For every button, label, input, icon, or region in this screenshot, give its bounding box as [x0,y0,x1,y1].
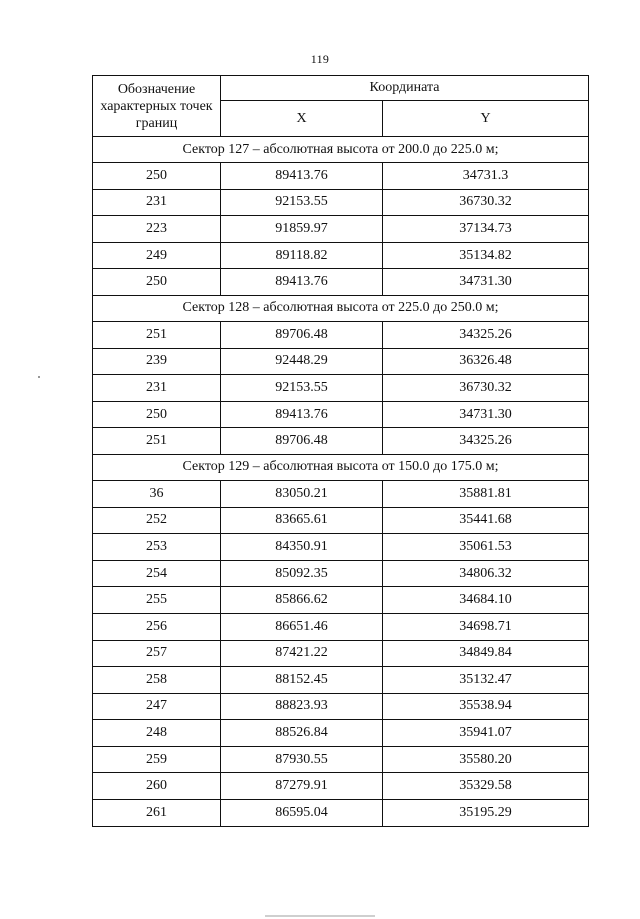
table-row [93,348,589,375]
point-id-cell: 257 [93,640,221,667]
table-row [93,321,589,348]
point-id-cell: 249 [93,242,221,269]
y-coordinate-cell: 35132.47 [383,667,589,694]
table-row [93,720,589,747]
sector-row [93,454,589,480]
x-coordinate-cell: 89413.76 [221,269,383,296]
sector-title: Сектор 128 – абсолютная высота от 225.0 до 250.0 м; [93,295,589,321]
table-row [93,428,589,455]
x-coordinate-cell: 89413.76 [221,401,383,428]
table-row [93,746,589,773]
point-id-cell: 252 [93,507,221,534]
table-row [93,640,589,667]
table-row [93,480,589,507]
table-row [93,375,589,402]
table-row [93,189,589,216]
y-coordinate-cell: 34684.10 [383,587,589,614]
x-coordinate-cell: 87930.55 [221,746,383,773]
y-header: Y [383,101,589,137]
y-coordinate-cell: 36730.32 [383,375,589,402]
x-coordinate-cell: 86595.04 [221,800,383,827]
point-id-cell: 260 [93,773,221,800]
table-row [93,216,589,243]
y-coordinate-cell: 35941.07 [383,720,589,747]
x-coordinate-cell: 88152.45 [221,667,383,694]
point-id-cell: 250 [93,163,221,190]
point-id-cell: 36 [93,480,221,507]
point-id-cell: 248 [93,720,221,747]
x-coordinate-cell: 88526.84 [221,720,383,747]
point-id-cell: 258 [93,667,221,694]
point-id-cell: 239 [93,348,221,375]
point-id-cell: 253 [93,534,221,561]
table-row [93,693,589,720]
x-coordinate-cell: 89706.48 [221,428,383,455]
table-row [93,401,589,428]
point-id-cell: 250 [93,269,221,296]
coordinate-header: Координата [221,76,589,101]
x-header: X [221,101,383,137]
point-id-cell: 223 [93,216,221,243]
page-number: 119 [310,52,330,66]
designation-header: Обозначение характерных точек границ [93,76,221,137]
x-coordinate-cell: 83050.21 [221,480,383,507]
x-coordinate-cell: 92153.55 [221,189,383,216]
y-coordinate-cell: 34325.26 [383,428,589,455]
y-coordinate-cell: 35134.82 [383,242,589,269]
table-row [93,667,589,694]
sector-title: Сектор 127 – абсолютная высота от 200.0 до 225.0 м; [93,137,589,163]
x-coordinate-cell: 84350.91 [221,534,383,561]
y-coordinate-cell: 34731.3 [383,163,589,190]
table-row [93,534,589,561]
x-coordinate-cell: 89706.48 [221,321,383,348]
y-coordinate-cell: 34806.32 [383,560,589,587]
point-id-cell: 254 [93,560,221,587]
y-coordinate-cell: 36326.48 [383,348,589,375]
y-coordinate-cell: 34849.84 [383,640,589,667]
point-id-cell: 259 [93,746,221,773]
table-row [93,773,589,800]
x-coordinate-cell: 87279.91 [221,773,383,800]
x-coordinate-cell: 92448.29 [221,348,383,375]
table-row [93,269,589,296]
point-id-cell: 255 [93,587,221,614]
y-coordinate-cell: 35881.81 [383,480,589,507]
y-coordinate-cell: 34698.71 [383,613,589,640]
x-coordinate-cell: 83665.61 [221,507,383,534]
point-id-cell: 251 [93,321,221,348]
x-coordinate-cell: 87421.22 [221,640,383,667]
point-id-cell: 251 [93,428,221,455]
point-id-cell: 261 [93,800,221,827]
table-row [93,507,589,534]
y-coordinate-cell: 35061.53 [383,534,589,561]
point-id-cell: 231 [93,189,221,216]
point-id-cell: 250 [93,401,221,428]
point-id-cell: 247 [93,693,221,720]
y-coordinate-cell: 35538.94 [383,693,589,720]
y-coordinate-cell: 34731.30 [383,401,589,428]
sector-title: Сектор 129 – абсолютная высота от 150.0 до 175.0 м; [93,454,589,480]
point-id-cell: 256 [93,613,221,640]
y-coordinate-cell: 35580.20 [383,746,589,773]
y-coordinate-cell: 34731.30 [383,269,589,296]
point-id-cell: 231 [93,375,221,402]
table-row [93,587,589,614]
x-coordinate-cell: 85092.35 [221,560,383,587]
x-coordinate-cell: 89118.82 [221,242,383,269]
y-coordinate-cell: 35441.68 [383,507,589,534]
header-row [93,76,589,101]
y-coordinate-cell: 35195.29 [383,800,589,827]
coordinates-table [92,75,589,827]
x-coordinate-cell: 86651.46 [221,613,383,640]
table-row [93,163,589,190]
sector-row [93,295,589,321]
x-coordinate-cell: 91859.97 [221,216,383,243]
scan-speck [38,376,40,378]
sector-row [93,137,589,163]
x-coordinate-cell: 89413.76 [221,163,383,190]
x-coordinate-cell: 88823.93 [221,693,383,720]
x-coordinate-cell: 85866.62 [221,587,383,614]
table-row [93,242,589,269]
y-coordinate-cell: 35329.58 [383,773,589,800]
table-row [93,800,589,827]
x-coordinate-cell: 92153.55 [221,375,383,402]
table-row [93,613,589,640]
y-coordinate-cell: 37134.73 [383,216,589,243]
table-row [93,560,589,587]
y-coordinate-cell: 34325.26 [383,321,589,348]
scan-edge-mark [265,915,375,917]
y-coordinate-cell: 36730.32 [383,189,589,216]
